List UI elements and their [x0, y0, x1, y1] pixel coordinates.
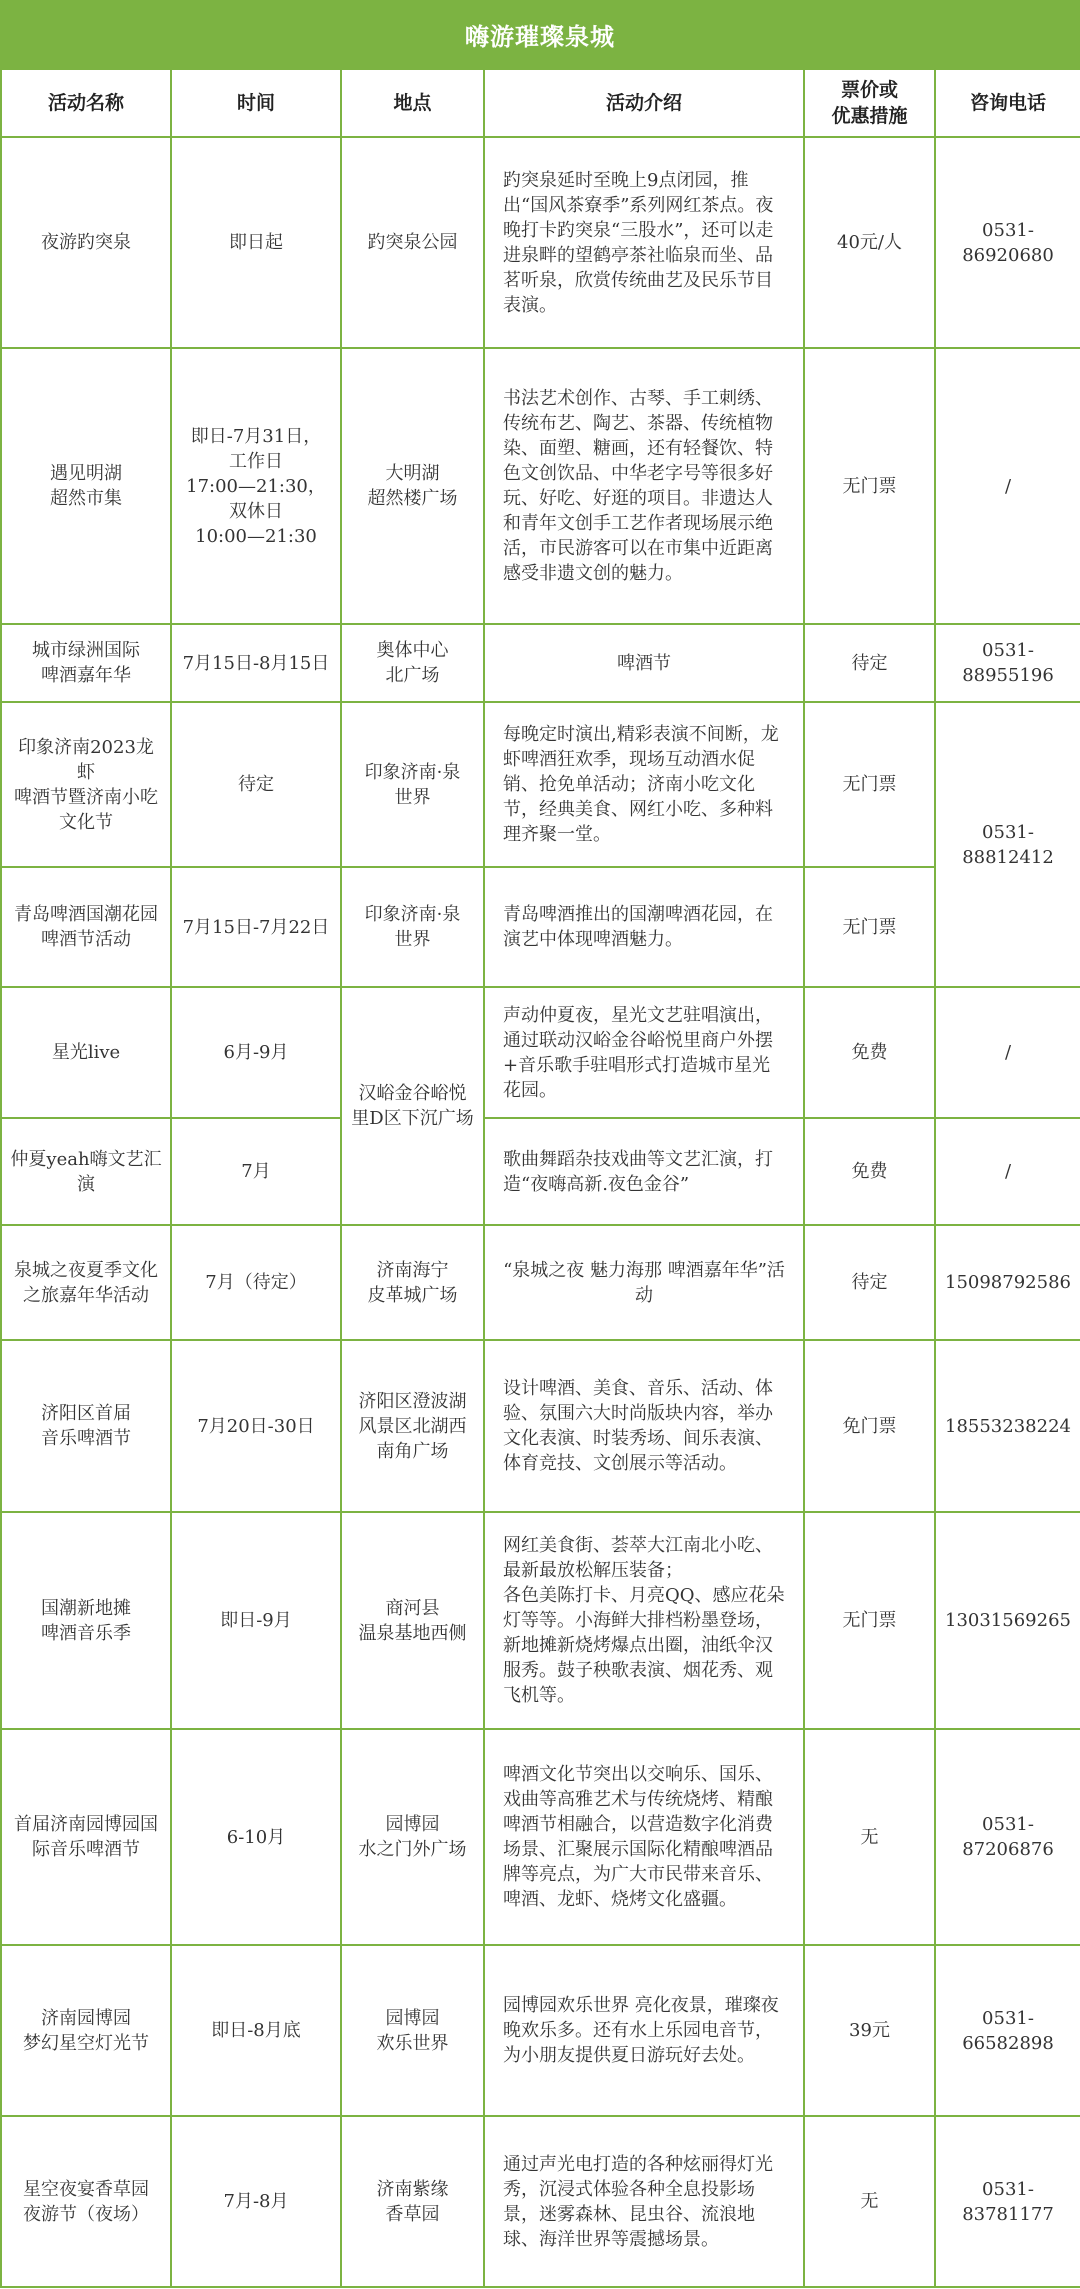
event-phone: 0531-88955196 — [935, 624, 1080, 702]
event-phone: 0531-88812412 — [935, 702, 1080, 987]
event-name: 国潮新地摊 啤酒音乐季 — [1, 1512, 171, 1729]
event-price: 免门票 — [804, 1340, 935, 1512]
event-place: 趵突泉公园 — [341, 137, 484, 348]
table-row — [1, 1340, 1080, 1512]
event-phone: 0531-66582898 — [935, 1945, 1080, 2116]
event-price: 免费 — [804, 1118, 935, 1225]
event-name: 济南园博园 梦幻星空灯光节 — [1, 1945, 171, 2116]
header-price: 票价或 优惠措施 — [804, 69, 935, 137]
event-name: 夜游趵突泉 — [1, 137, 171, 348]
event-phone: 15098792586 — [935, 1225, 1080, 1340]
event-price: 无门票 — [804, 1512, 935, 1729]
event-time: 7月15日-7月22日 — [171, 867, 341, 987]
table-row — [1, 1225, 1080, 1340]
event-name: 青岛啤酒国潮花园 啤酒节活动 — [1, 867, 171, 987]
event-price: 免费 — [804, 987, 935, 1118]
event-price: 无 — [804, 2116, 935, 2287]
header-place: 地点 — [341, 69, 484, 137]
table-header-row — [1, 69, 1080, 137]
event-time: 7月（待定） — [171, 1225, 341, 1340]
header-name: 活动名称 — [1, 69, 171, 137]
event-name: 首届济南园博园国 际音乐啤酒节 — [1, 1729, 171, 1945]
event-place: 大明湖 超然楼广场 — [341, 348, 484, 624]
event-price: 无 — [804, 1729, 935, 1945]
event-time: 7月 — [171, 1118, 341, 1225]
event-time: 6-10月 — [171, 1729, 341, 1945]
event-price: 待定 — [804, 624, 935, 702]
event-name: 济阳区首届 音乐啤酒节 — [1, 1340, 171, 1512]
event-price: 无门票 — [804, 702, 935, 867]
event-phone: / — [935, 987, 1080, 1118]
table-row — [1, 1512, 1080, 1729]
event-phone: / — [935, 348, 1080, 624]
header-time: 时间 — [171, 69, 341, 137]
event-place: 园博园 欢乐世界 — [341, 1945, 484, 2116]
event-time: 6月-9月 — [171, 987, 341, 1118]
event-time: 即日-7月31日， 工作日 17:00—21:30， 双休日 10:00—21:30 — [171, 348, 341, 624]
event-name: 印象济南2023龙虾 啤酒节暨济南小吃 文化节 — [1, 702, 171, 867]
event-price: 无门票 — [804, 348, 935, 624]
table-row — [1, 137, 1080, 348]
table-row — [1, 1729, 1080, 1945]
event-intro: 通过声光电打造的各种炫丽得灯光秀，沉浸式体验各种全息投影场景，迷雾森林、昆虫谷、流浪地球、海洋世界等震撼场景。 — [484, 2116, 804, 2287]
event-place: 济南海宁 皮革城广场 — [341, 1225, 484, 1340]
table-row — [1, 867, 1080, 987]
event-name: 星光live — [1, 987, 171, 1118]
events-table — [0, 68, 1080, 2288]
event-phone: / — [935, 1118, 1080, 1225]
event-time: 7月20日-30日 — [171, 1340, 341, 1512]
event-intro: 每晚定时演出,精彩表演不间断，龙虾啤酒狂欢季，现场互动酒水促销、抢免单活动；济南小吃文化节，经典美食、网红小吃、多种料理齐聚一堂。 — [484, 702, 804, 867]
event-name: 泉城之夜夏季文化 之旅嘉年华活动 — [1, 1225, 171, 1340]
event-time: 7月15日-8月15日 — [171, 624, 341, 702]
event-name: 星空夜宴香草园 夜游节（夜场） — [1, 2116, 171, 2287]
event-intro: 趵突泉延时至晚上9点闭园，推出“国风茶寮季”系列网红茶点。夜晚打卡趵突泉“三股水”，还可以走进泉畔的望鹤亭茶社临泉而坐、品茗听泉，欣赏传统曲艺及民乐节目表演。 — [484, 137, 804, 348]
event-intro: 啤酒节 — [484, 624, 804, 702]
event-intro: 声动仲夏夜，星光文艺驻唱演出，通过联动汉峪金谷峪悦里商户外摆+音乐歌手驻唱形式打造城市星光花园。 — [484, 987, 804, 1118]
event-intro: 书法艺术创作、古琴、手工刺绣、传统布艺、陶艺、茶器、传统植物染、面塑、糖画，还有轻餐饮、特色文创饮品、中华老字号等很多好玩、好吃、好逛的项目。非遗达人和青年文创手工艺作者现场展示绝活，市民游客可以在市集中近距离感受非遗文创的魅力。 — [484, 348, 804, 624]
event-price: 无门票 — [804, 867, 935, 987]
table-row — [1, 987, 1080, 1118]
header-phone: 咨询电话 — [935, 69, 1080, 137]
event-time: 即日-8月底 — [171, 1945, 341, 2116]
event-intro: “泉城之夜 魅力海那 啤酒嘉年华”活动 — [484, 1225, 804, 1340]
table-row — [1, 2116, 1080, 2287]
event-name: 遇见明湖 超然市集 — [1, 348, 171, 624]
event-price: 39元 — [804, 1945, 935, 2116]
event-phone: 0531-87206876 — [935, 1729, 1080, 1945]
table-row — [1, 702, 1080, 867]
event-time: 待定 — [171, 702, 341, 867]
event-time: 即日-9月 — [171, 1512, 341, 1729]
event-place: 印象济南·泉 世界 — [341, 867, 484, 987]
event-intro: 歌曲舞蹈杂技戏曲等文艺汇演，打造“夜嗨高新.夜色金谷” — [484, 1118, 804, 1225]
table-row — [1, 1118, 1080, 1225]
event-place: 园博园 水之门外广场 — [341, 1729, 484, 1945]
header-intro: 活动介绍 — [484, 69, 804, 137]
event-time: 7月-8月 — [171, 2116, 341, 2287]
event-place: 印象济南·泉 世界 — [341, 702, 484, 867]
event-name: 仲夏yeah嗨文艺汇 演 — [1, 1118, 171, 1225]
event-place: 商河县 温泉基地西侧 — [341, 1512, 484, 1729]
table-row — [1, 624, 1080, 702]
event-intro: 啤酒文化节突出以交响乐、国乐、戏曲等高雅艺术与传统烧烤、精酿啤酒节相融合，以营造数字化消费场景、汇聚展示国际化精酿啤酒品牌等亮点，为广大市民带来音乐、啤酒、龙虾、烧烤文化盛疆。 — [484, 1729, 804, 1945]
event-price: 待定 — [804, 1225, 935, 1340]
event-place: 济阳区澄波湖 风景区北湖西 南角广场 — [341, 1340, 484, 1512]
event-place: 汉峪金谷峪悦 里D区下沉广场 — [341, 987, 484, 1225]
table-row — [1, 1945, 1080, 2116]
table-row — [1, 348, 1080, 624]
event-phone: 13031569265 — [935, 1512, 1080, 1729]
event-name: 城市绿洲国际 啤酒嘉年华 — [1, 624, 171, 702]
event-place: 济南紫缘 香草园 — [341, 2116, 484, 2287]
event-phone: 0531-83781177 — [935, 2116, 1080, 2287]
event-time: 即日起 — [171, 137, 341, 348]
event-phone: 0531-86920680 — [935, 137, 1080, 348]
page-title: 嗨游璀璨泉城 — [0, 0, 1080, 68]
event-phone: 18553238224 — [935, 1340, 1080, 1512]
event-intro: 园博园欢乐世界 亮化夜景，璀璨夜晚欢乐多。还有水上乐园电音节，为小朋友提供夏日游玩好去处。 — [484, 1945, 804, 2116]
event-price: 40元/人 — [804, 137, 935, 348]
event-intro: 网红美食街、荟萃大江南北小吃、最新最放松解压装备； 各色美陈打卡、月亮QQ、感应花朵灯等等。小海鲜大排档粉墨登场，新地摊新烧烤爆点出圈，油纸伞汉服秀。鼓子秧歌表演、烟花秀、观飞机等。 — [484, 1512, 804, 1729]
event-intro: 青岛啤酒推出的国潮啤酒花园，在演艺中体现啤酒魅力。 — [484, 867, 804, 987]
event-intro: 设计啤酒、美食、音乐、活动、体验、氛围六大时尚版块内容，举办文化表演、时装秀场、间乐表演、体育竞技、文创展示等活动。 — [484, 1340, 804, 1512]
event-place: 奥体中心 北广场 — [341, 624, 484, 702]
